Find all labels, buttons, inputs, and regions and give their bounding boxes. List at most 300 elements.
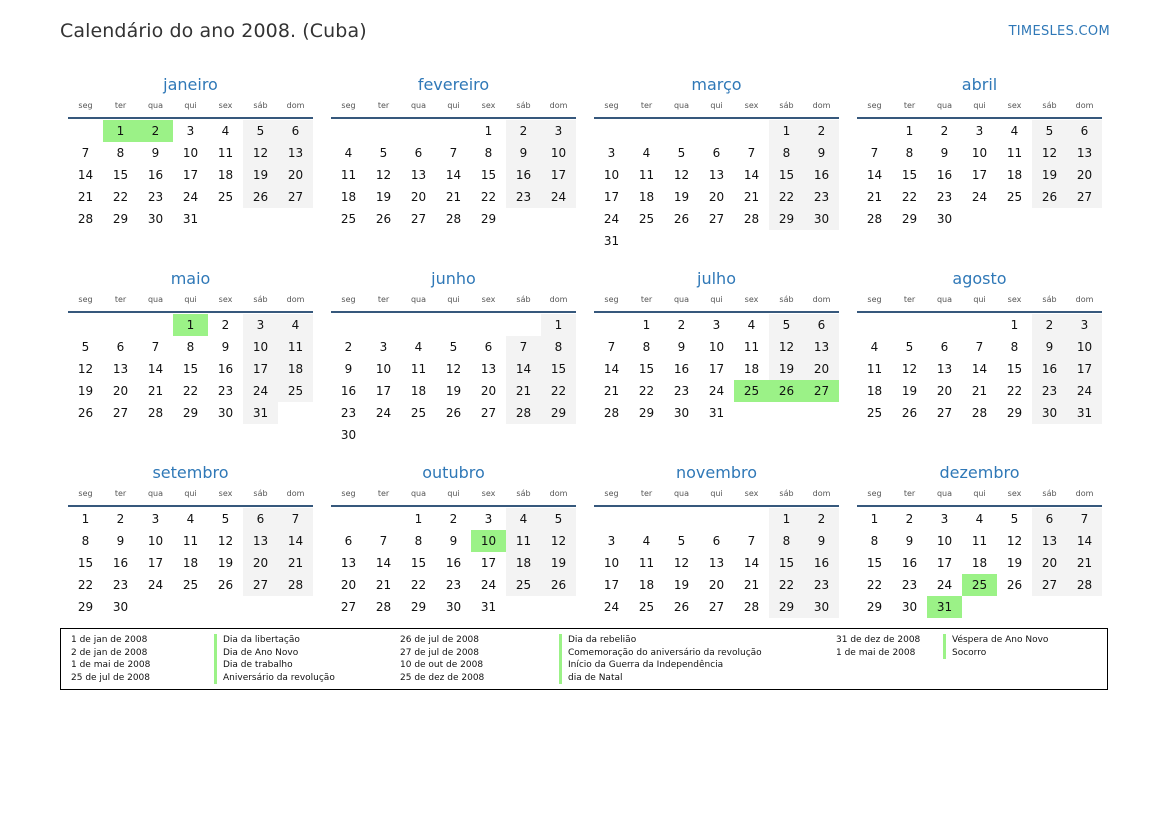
- day-cell: 25: [278, 380, 313, 402]
- weekday-label: qua: [410, 295, 427, 304]
- day-cell: 4: [278, 314, 313, 336]
- header-divider: [857, 311, 1102, 313]
- day-cell: 4: [747, 318, 756, 332]
- day-cell: 18: [971, 556, 988, 570]
- day-cell: 5: [379, 146, 388, 160]
- day-cell: 7: [607, 340, 616, 354]
- day-cell: 28: [375, 600, 392, 614]
- legend-holiday-name: Dia de Ano Novo: [214, 647, 400, 660]
- day-cell: 17: [480, 556, 497, 570]
- weekday-label: qua: [673, 295, 690, 304]
- day-cell: 9: [449, 534, 458, 548]
- day-cell: 26: [217, 578, 234, 592]
- day-cell: 29: [866, 600, 883, 614]
- day-cell: 29: [769, 208, 804, 230]
- day-cell: 24: [375, 406, 392, 420]
- empty-cell: [366, 120, 401, 142]
- month-maio: [68, 268, 313, 462]
- day-cell: 2: [804, 508, 839, 530]
- day-cell: 24: [541, 186, 576, 208]
- day-cell: 1: [642, 318, 651, 332]
- legend-date: 1 de mai de 2008: [71, 660, 151, 670]
- day-cell: 11: [1006, 146, 1023, 160]
- weekday-label: sex: [1007, 101, 1022, 110]
- day-cell: 18: [743, 362, 760, 376]
- legend-date: 26 de jul de 2008: [400, 635, 480, 645]
- weekday-label: sex: [744, 101, 759, 110]
- weekday-label: seg: [604, 295, 619, 304]
- day-cell: 18: [1006, 168, 1023, 182]
- weekday-label: dom: [812, 295, 831, 304]
- day-cell: 6: [712, 534, 721, 548]
- day-cell: 29: [480, 212, 497, 226]
- weekday-label: ter: [640, 101, 653, 110]
- day-cell: 24: [936, 578, 953, 592]
- day-cell: 14: [743, 168, 760, 182]
- holiday-day-cell: 31: [927, 596, 962, 618]
- day-cell: 31: [603, 234, 620, 248]
- day-cell: 30: [147, 212, 164, 226]
- weekday-label: sáb: [516, 489, 531, 498]
- day-cell: 12: [901, 362, 918, 376]
- day-cell: 7: [975, 340, 984, 354]
- day-cell: 5: [81, 340, 90, 354]
- weekday-label: ter: [903, 295, 916, 304]
- holiday-day-cell: 26: [769, 380, 804, 402]
- day-cell: 27: [1067, 186, 1102, 208]
- empty-cell: [962, 314, 997, 336]
- day-cell: 18: [217, 168, 234, 182]
- day-cell: 15: [638, 362, 655, 376]
- day-cell: 21: [743, 578, 760, 592]
- empty-cell: [331, 314, 366, 336]
- day-cell: 25: [866, 406, 883, 420]
- day-cell: 23: [506, 186, 541, 208]
- weekday-label: dom: [549, 101, 568, 110]
- day-cell: 16: [901, 556, 918, 570]
- empty-cell: [366, 508, 401, 530]
- day-cell: 8: [769, 142, 804, 164]
- day-cell: 26: [1032, 186, 1067, 208]
- day-cell: 6: [1032, 508, 1067, 530]
- weekday-label: seg: [867, 101, 882, 110]
- day-cell: 24: [147, 578, 164, 592]
- day-cell: 23: [936, 190, 953, 204]
- day-cell: 5: [1032, 120, 1067, 142]
- day-cell: 5: [905, 340, 914, 354]
- day-cell: 5: [1010, 512, 1019, 526]
- day-cell: 27: [708, 212, 725, 226]
- legend-date: 1 de jan de 2008: [71, 635, 148, 645]
- header-divider: [857, 505, 1102, 507]
- day-cell: 9: [804, 142, 839, 164]
- day-cell: 16: [506, 164, 541, 186]
- day-cell: 21: [147, 384, 164, 398]
- day-cell: 28: [1067, 574, 1102, 596]
- day-cell: 28: [147, 406, 164, 420]
- day-cell: 1: [541, 314, 576, 336]
- day-cell: 12: [217, 534, 234, 548]
- day-cell: 14: [971, 362, 988, 376]
- brand-link[interactable]: TIMESLES.COM: [1008, 24, 1110, 39]
- day-cell: 26: [673, 212, 690, 226]
- day-cell: 24: [182, 190, 199, 204]
- weekday-label: sáb: [1042, 489, 1057, 498]
- day-cell: 9: [344, 362, 353, 376]
- day-cell: 1: [414, 512, 423, 526]
- day-cell: 25: [410, 406, 427, 420]
- day-cell: 27: [243, 574, 278, 596]
- day-cell: 19: [541, 552, 576, 574]
- day-cell: 12: [673, 556, 690, 570]
- empty-cell: [594, 120, 629, 142]
- day-cell: 22: [769, 574, 804, 596]
- weekday-label: dom: [1075, 101, 1094, 110]
- weekday-label: sáb: [1042, 295, 1057, 304]
- day-cell: 23: [217, 384, 234, 398]
- month-title: outubro: [422, 463, 485, 482]
- day-cell: 24: [708, 384, 725, 398]
- day-cell: 24: [971, 190, 988, 204]
- day-cell: 6: [414, 146, 423, 160]
- day-cell: 12: [769, 336, 804, 358]
- day-cell: 11: [866, 362, 883, 376]
- legend-dates-col-3: [836, 634, 943, 689]
- day-cell: 14: [278, 530, 313, 552]
- month-novembro: [594, 462, 839, 656]
- weekday-label: ter: [114, 101, 127, 110]
- day-cell: 1: [484, 124, 493, 138]
- day-cell: 27: [936, 406, 953, 420]
- empty-cell: [506, 314, 541, 336]
- weekday-label: qui: [710, 489, 723, 498]
- header-divider: [594, 311, 839, 313]
- day-cell: 11: [410, 362, 427, 376]
- day-cell: 9: [116, 534, 125, 548]
- weekday-label: dom: [1075, 295, 1094, 304]
- day-cell: 8: [642, 340, 651, 354]
- header-divider: [331, 117, 576, 119]
- day-cell: 11: [182, 534, 199, 548]
- day-cell: 7: [747, 146, 756, 160]
- day-cell: 17: [708, 362, 725, 376]
- day-cell: 3: [1067, 314, 1102, 336]
- day-cell: 3: [940, 512, 949, 526]
- day-cell: 23: [147, 190, 164, 204]
- day-cell: 23: [1032, 380, 1067, 402]
- day-cell: 9: [804, 530, 839, 552]
- day-cell: 6: [712, 146, 721, 160]
- empty-cell: [68, 314, 103, 336]
- day-cell: 2: [905, 512, 914, 526]
- holiday-day-cell: 10: [471, 530, 506, 552]
- legend-date: 2 de jan de 2008: [71, 647, 148, 658]
- day-cell: 13: [1067, 142, 1102, 164]
- weekday-label: ter: [903, 101, 916, 110]
- day-cell: 19: [217, 556, 234, 570]
- day-cell: 13: [340, 556, 357, 570]
- weekday-label: seg: [78, 101, 93, 110]
- day-cell: 26: [77, 406, 94, 420]
- day-cell: 7: [379, 534, 388, 548]
- legend-dates-col-2: [400, 634, 559, 689]
- day-cell: 22: [480, 190, 497, 204]
- day-cell: 17: [936, 556, 953, 570]
- day-cell: 3: [243, 314, 278, 336]
- day-cell: 26: [541, 574, 576, 596]
- empty-cell: [331, 120, 366, 142]
- day-cell: 27: [340, 600, 357, 614]
- day-cell: 25: [638, 600, 655, 614]
- day-cell: 20: [278, 164, 313, 186]
- day-cell: 30: [1032, 402, 1067, 424]
- day-cell: 10: [936, 534, 953, 548]
- day-cell: 31: [480, 600, 497, 614]
- day-cell: 28: [866, 212, 883, 226]
- day-cell: 25: [506, 574, 541, 596]
- day-cell: 6: [116, 340, 125, 354]
- day-cell: 21: [506, 380, 541, 402]
- weekday-label: seg: [78, 489, 93, 498]
- legend-holiday-name: Dia de trabalho: [214, 659, 400, 672]
- holiday-day-cell: 1: [173, 314, 208, 336]
- day-cell: 16: [1032, 358, 1067, 380]
- day-cell: 12: [243, 142, 278, 164]
- day-cell: 27: [278, 186, 313, 208]
- day-cell: 14: [77, 168, 94, 182]
- day-cell: 27: [1032, 574, 1067, 596]
- day-cell: 31: [243, 402, 278, 424]
- day-cell: 17: [243, 358, 278, 380]
- day-cell: 26: [375, 212, 392, 226]
- weekday-label: qui: [710, 101, 723, 110]
- weekday-label: sex: [218, 489, 233, 498]
- day-cell: 19: [445, 384, 462, 398]
- day-cell: 22: [182, 384, 199, 398]
- day-cell: 25: [340, 212, 357, 226]
- day-cell: 13: [1032, 530, 1067, 552]
- day-cell: 25: [182, 578, 199, 592]
- day-cell: 22: [901, 190, 918, 204]
- day-cell: 22: [77, 578, 94, 592]
- weekday-label: sáb: [253, 295, 268, 304]
- day-cell: 2: [940, 124, 949, 138]
- day-cell: 5: [449, 340, 458, 354]
- weekday-label: qua: [147, 489, 164, 498]
- weekday-label: ter: [640, 489, 653, 498]
- weekday-header: [331, 293, 576, 307]
- weekday-label: qua: [410, 101, 427, 110]
- day-cell: 29: [541, 402, 576, 424]
- day-cell: 4: [642, 534, 651, 548]
- month-title: junho: [431, 269, 476, 288]
- day-grid: [331, 120, 576, 230]
- weekday-label: qui: [447, 101, 460, 110]
- day-cell: 24: [1067, 380, 1102, 402]
- weekday-header: [594, 99, 839, 113]
- day-cell: 5: [677, 534, 686, 548]
- day-cell: 18: [410, 384, 427, 398]
- month-title: setembro: [152, 463, 229, 482]
- day-cell: 9: [905, 534, 914, 548]
- day-cell: 28: [603, 406, 620, 420]
- day-cell: 4: [642, 146, 651, 160]
- day-cell: 3: [379, 340, 388, 354]
- day-cell: 19: [769, 358, 804, 380]
- day-cell: 20: [936, 384, 953, 398]
- day-cell: 10: [243, 336, 278, 358]
- weekday-label: qui: [184, 101, 197, 110]
- day-cell: 16: [936, 168, 953, 182]
- weekday-label: dom: [549, 489, 568, 498]
- day-cell: 11: [278, 336, 313, 358]
- day-cell: 13: [708, 168, 725, 182]
- month-title: fevereiro: [417, 75, 490, 94]
- day-cell: 20: [480, 384, 497, 398]
- weekday-label: qua: [147, 295, 164, 304]
- legend-holiday-name: Aniversário da revolução: [214, 672, 400, 685]
- day-cell: 8: [484, 146, 493, 160]
- day-cell: 3: [484, 512, 493, 526]
- holiday-day-cell: 25: [962, 574, 997, 596]
- day-cell: 27: [480, 406, 497, 420]
- weekday-label: sáb: [779, 295, 794, 304]
- day-cell: 15: [866, 556, 883, 570]
- day-cell: 28: [743, 212, 760, 226]
- day-cell: 2: [116, 512, 125, 526]
- day-cell: 6: [804, 314, 839, 336]
- day-cell: 17: [147, 556, 164, 570]
- day-cell: 21: [77, 190, 94, 204]
- day-cell: 15: [410, 556, 427, 570]
- day-cell: 13: [410, 168, 427, 182]
- empty-cell: [471, 314, 506, 336]
- holiday-day-cell: 25: [734, 380, 769, 402]
- day-cell: 2: [677, 318, 686, 332]
- weekday-label: seg: [604, 101, 619, 110]
- legend-holiday-name: Início da Guerra da Independência: [559, 659, 836, 672]
- day-cell: 8: [414, 534, 423, 548]
- day-cell: 3: [607, 146, 616, 160]
- day-cell: 8: [905, 146, 914, 160]
- day-cell: 28: [506, 402, 541, 424]
- day-cell: 22: [769, 186, 804, 208]
- holiday-day-cell: 1: [103, 120, 138, 142]
- day-cell: 14: [743, 556, 760, 570]
- day-cell: 13: [708, 556, 725, 570]
- empty-cell: [629, 120, 664, 142]
- day-cell: 18: [340, 190, 357, 204]
- day-cell: 10: [375, 362, 392, 376]
- day-cell: 14: [445, 168, 462, 182]
- day-cell: 20: [1032, 552, 1067, 574]
- months-grid: [68, 74, 1102, 656]
- weekday-label: ter: [640, 295, 653, 304]
- day-cell: 16: [147, 168, 164, 182]
- weekday-label: seg: [78, 295, 93, 304]
- day-cell: 6: [344, 534, 353, 548]
- day-cell: 12: [375, 168, 392, 182]
- day-cell: 20: [112, 384, 129, 398]
- day-cell: 29: [77, 600, 94, 614]
- weekday-label: sex: [1007, 295, 1022, 304]
- day-cell: 30: [936, 212, 953, 226]
- weekday-header: [594, 293, 839, 307]
- day-cell: 23: [340, 406, 357, 420]
- day-cell: 6: [484, 340, 493, 354]
- day-cell: 26: [243, 186, 278, 208]
- day-cell: 15: [480, 168, 497, 182]
- month-abril: [857, 74, 1102, 268]
- weekday-label: qui: [184, 295, 197, 304]
- empty-cell: [699, 508, 734, 530]
- holiday-legend: [60, 628, 1108, 690]
- day-cell: 19: [901, 384, 918, 398]
- weekday-label: seg: [341, 295, 356, 304]
- weekday-header: [857, 293, 1102, 307]
- day-cell: 13: [480, 362, 497, 376]
- day-cell: 21: [743, 190, 760, 204]
- day-cell: 15: [901, 168, 918, 182]
- legend-date: 27 de jul de 2008: [400, 647, 480, 658]
- day-cell: 1: [870, 512, 879, 526]
- day-cell: 12: [673, 168, 690, 182]
- weekday-label: qui: [447, 295, 460, 304]
- day-cell: 4: [186, 512, 195, 526]
- weekday-label: ter: [114, 295, 127, 304]
- empty-cell: [331, 508, 366, 530]
- day-cell: 5: [243, 120, 278, 142]
- day-grid: [68, 508, 313, 618]
- day-cell: 17: [971, 168, 988, 182]
- day-cell: 7: [151, 340, 160, 354]
- day-cell: 21: [1067, 552, 1102, 574]
- day-cell: 15: [769, 552, 804, 574]
- day-cell: 12: [1032, 142, 1067, 164]
- day-cell: 10: [147, 534, 164, 548]
- day-cell: 4: [975, 512, 984, 526]
- day-cell: 23: [445, 578, 462, 592]
- day-cell: 2: [804, 120, 839, 142]
- weekday-label: ter: [114, 489, 127, 498]
- day-cell: 17: [375, 384, 392, 398]
- day-cell: 23: [673, 384, 690, 398]
- day-cell: 21: [603, 384, 620, 398]
- day-cell: 23: [901, 578, 918, 592]
- month-agosto: [857, 268, 1102, 462]
- weekday-label: qui: [973, 489, 986, 498]
- month-title: dezembro: [939, 463, 1020, 482]
- month-junho: [331, 268, 576, 462]
- header-divider: [68, 311, 313, 313]
- day-cell: 24: [603, 600, 620, 614]
- day-cell: 29: [410, 600, 427, 614]
- day-cell: 21: [866, 190, 883, 204]
- day-grid: [857, 120, 1102, 230]
- weekday-label: sáb: [779, 489, 794, 498]
- month-title: abril: [961, 75, 998, 94]
- header-divider: [68, 505, 313, 507]
- weekday-label: qui: [447, 489, 460, 498]
- day-cell: 15: [541, 358, 576, 380]
- weekday-label: sex: [744, 295, 759, 304]
- day-cell: 10: [603, 168, 620, 182]
- month-dezembro: [857, 462, 1102, 656]
- weekday-label: sáb: [253, 101, 268, 110]
- legend-date: 25 de dez de 2008: [400, 672, 485, 683]
- day-cell: 18: [506, 552, 541, 574]
- day-cell: 2: [1032, 314, 1067, 336]
